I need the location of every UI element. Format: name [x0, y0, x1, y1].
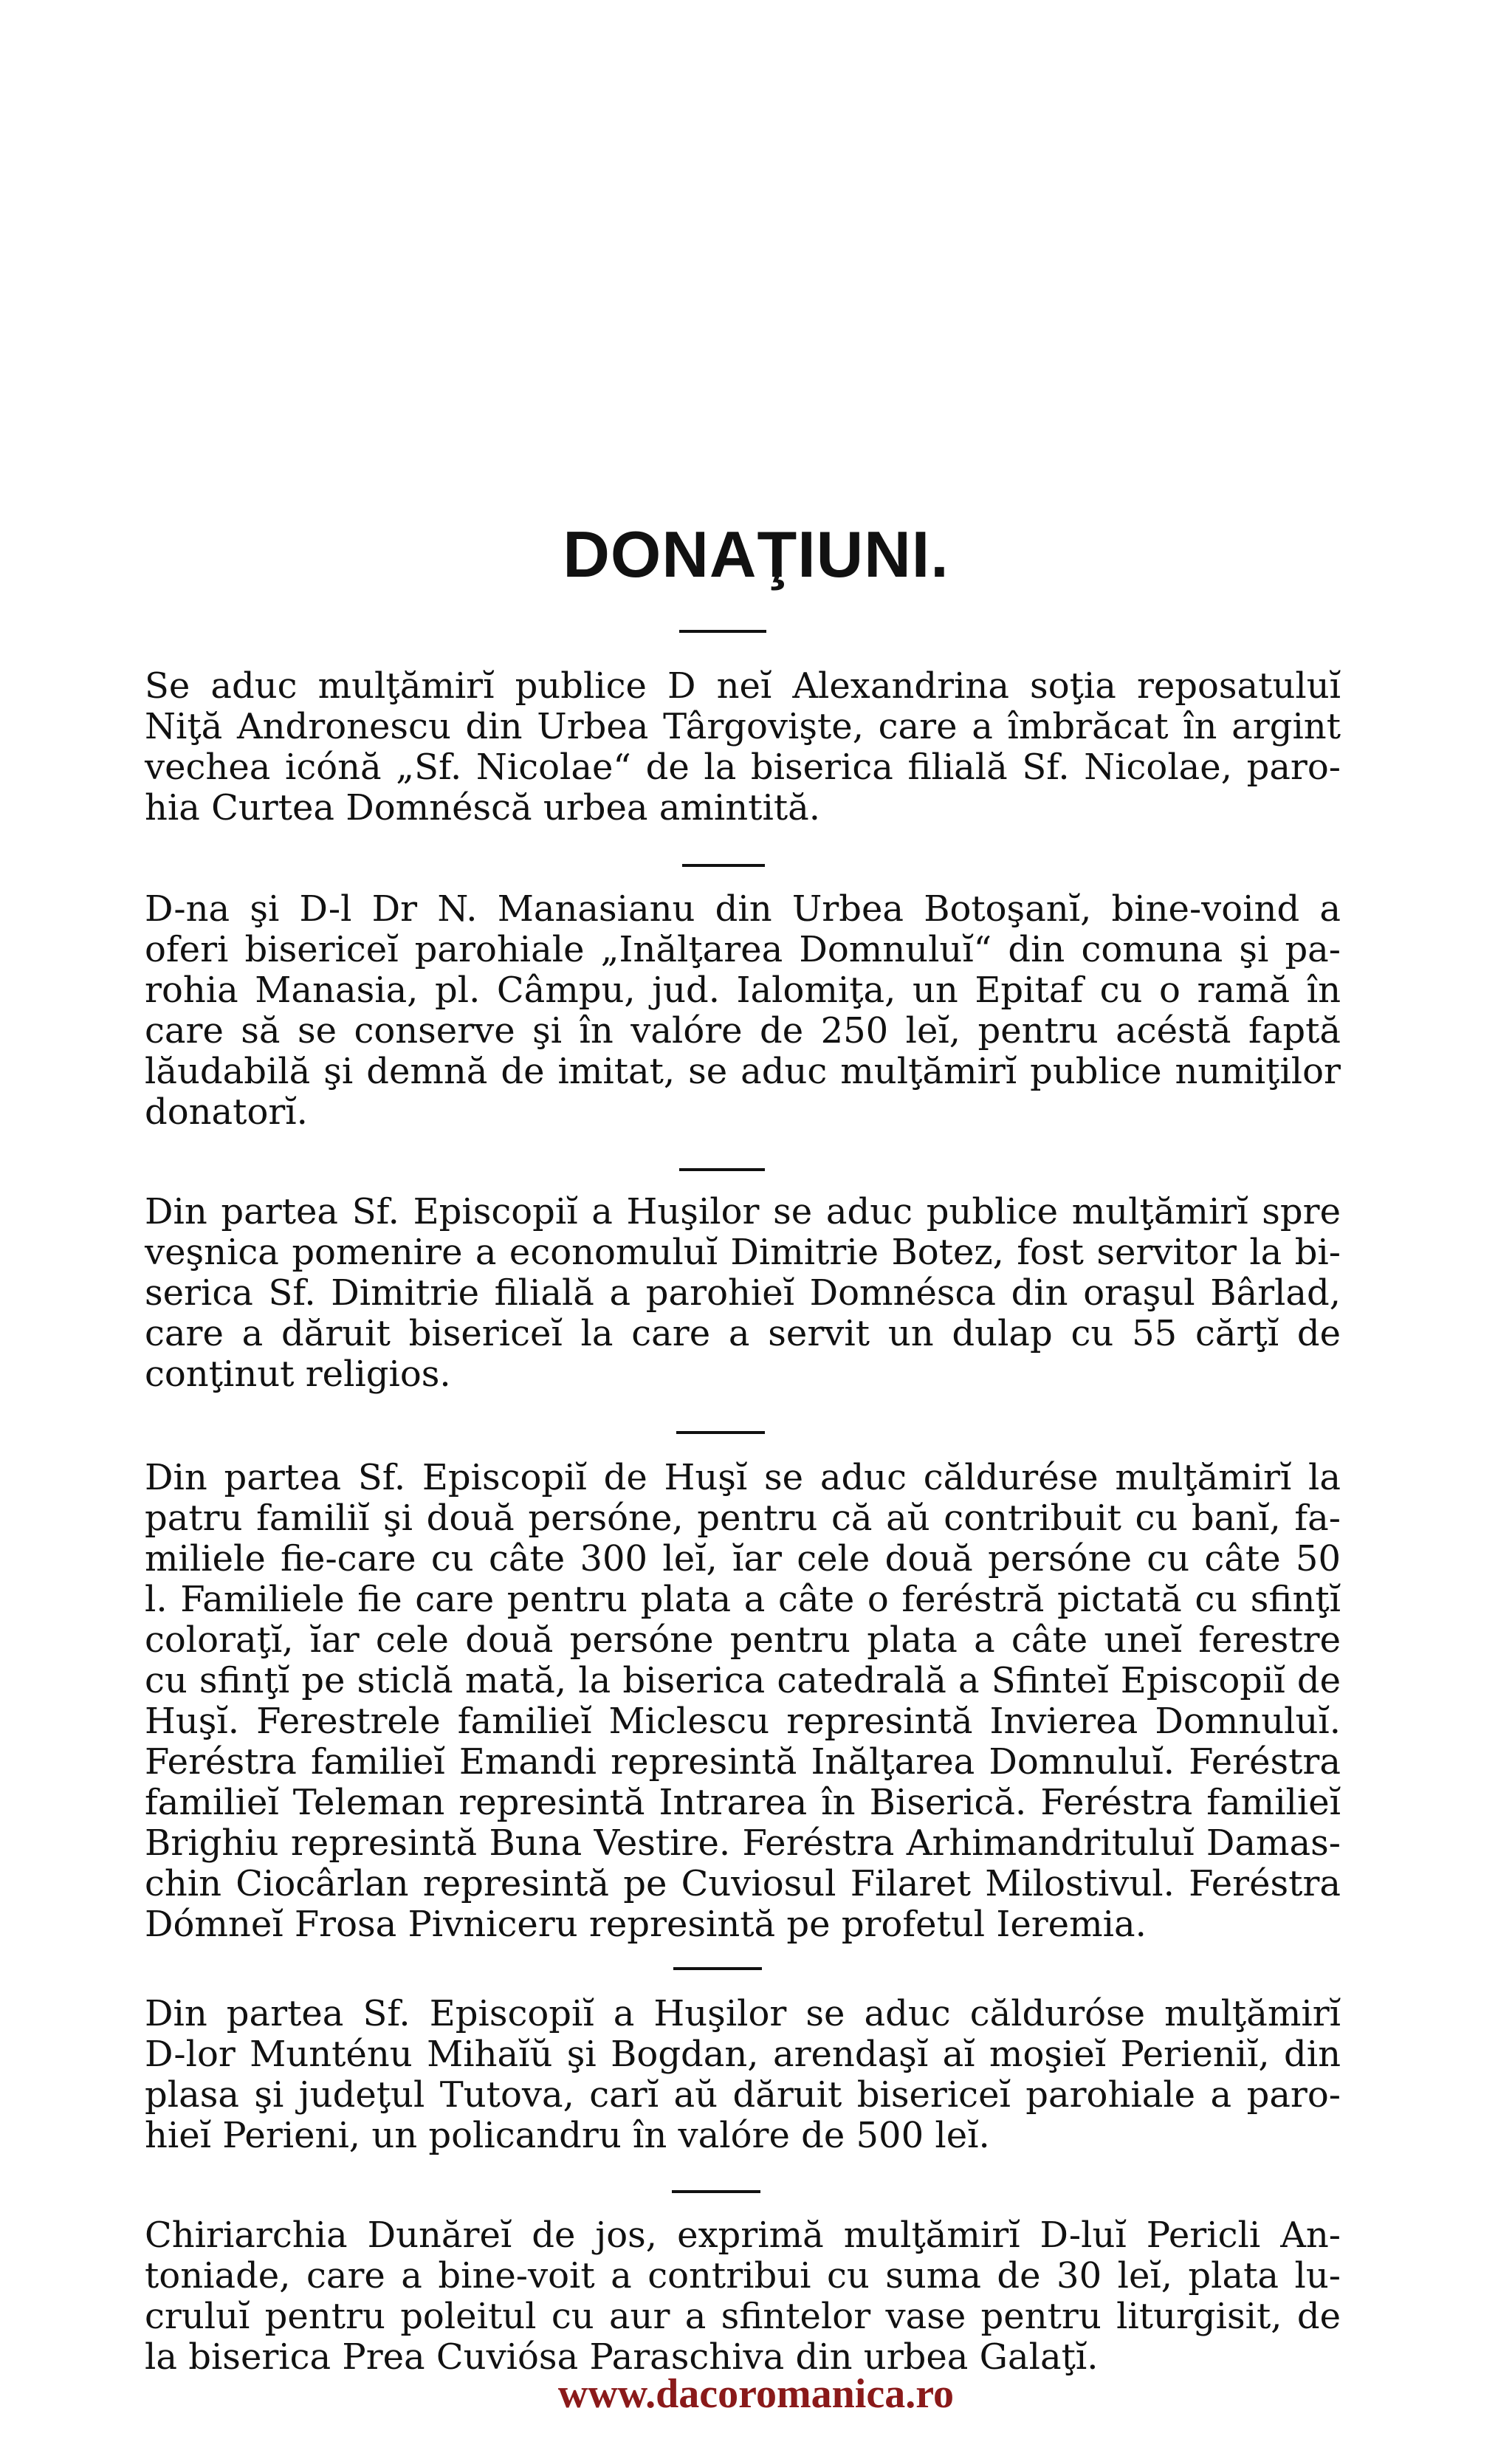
paragraph-line: D-lor Munténu Mihaĭŭ şi Bogdan, arendaşĭ aĭ moşieĭ Perieniĭ, din — [145, 2034, 1341, 2075]
paragraph-line: Din partea Sf. Episcopiĭ a Huşilor se aduc căldurόse mulţămirĭ — [145, 1993, 1341, 2034]
paragraph-1 — [145, 666, 1341, 829]
section-divider — [676, 1431, 765, 1434]
paragraph-line: coloraţĭ, ĭar cele două persóne pentru plata a câte uneĭ ferestre — [145, 1619, 1341, 1661]
paragraph-line: Feréstra familieĭ Emandi represintă Inălţarea Domnuluĭ. Feréstra — [145, 1741, 1341, 1783]
paragraph-6 — [145, 2215, 1341, 2378]
page-title: DONAŢIUNI. — [563, 518, 949, 591]
paragraph-line: hieĭ Perieni, un policandru în valóre de 500 leĭ. — [145, 2115, 990, 2156]
paragraph-line: plasa şi judeţul Tutova, carĭ aŭ dăruit bisericeĭ parohiale a paro- — [145, 2074, 1341, 2116]
paragraph-4 — [145, 1458, 1341, 1945]
paragraph-line: hia Curtea Domnéscă urbea amintită. — [145, 787, 820, 829]
paragraph-2 — [145, 889, 1341, 1133]
paragraph-line: Brighiu represintă Buna Vestire. Feréstra Arhimandrituluĭ Damas- — [145, 1822, 1341, 1864]
paragraph-line: l. Familiele fie care pentru plata a câte o feréstră pictată cu sfinţĭ — [145, 1579, 1341, 1620]
paragraph-line: rohia Manasia, pl. Câmpu, jud. Ialomiţa, un Epitaf cu o ramă în — [145, 970, 1341, 1011]
paragraph-line: la biserica Prea Cuviósa Paraschiva din urbea Galaţĭ. — [145, 2336, 1099, 2378]
paragraph-line: Se aduc mulţămirĭ publice D neĭ Alexandrina soţia reposatuluĭ — [145, 665, 1341, 707]
paragraph-5 — [145, 1994, 1341, 2156]
paragraph-line: D-na şi D-l Dr N. Manasianu din Urbea Botoşanĭ, bine-voind a — [145, 888, 1341, 930]
paragraph-line: veşnica pomenire a economuluĭ Dimitrie Botez, fost servitor la bi- — [145, 1232, 1341, 1273]
paragraph-line: conţinut religios. — [145, 1354, 451, 1395]
paragraph-line: oferi bisericeĭ parohiale „Inălţarea Domnuluĭ“ din comuna şi pa- — [145, 929, 1341, 970]
paragraph-line: patru familiĭ şi două persóne, pentru că aŭ contribuit cu banĭ, fa- — [145, 1498, 1341, 1539]
section-divider — [673, 1967, 762, 1970]
source-watermark: www.dacoromanica.ro — [557, 2371, 955, 2417]
paragraph-line: care să se conserve şi în valóre de 250 leĭ, pentru acéstă faptă — [145, 1010, 1341, 1052]
paragraph-line: vechea icónă „Sf. Nicolae“ de la biserica filială Sf. Nicolae, paro- — [145, 747, 1341, 788]
paragraph-line: Huşĭ. Ferestrele familieĭ Miclescu represintă Invierea Domnuluĭ. — [145, 1701, 1341, 1742]
paragraph-line: cu sfinţĭ pe sticlă mată, la biserica catedrală a Sfinteĭ Episcopiĭ de — [145, 1660, 1341, 1701]
section-divider — [672, 2190, 760, 2193]
paragraph-3 — [145, 1192, 1341, 1395]
paragraph-line: serica Sf. Dimitrie filială a parohieĭ Domnésca din oraşul Bârlad, — [145, 1272, 1341, 1314]
paragraph-line: Dómneĭ Frosa Pivniceru represintă pe profetul Ieremia. — [145, 1904, 1147, 1945]
paragraph-line: Niţă Andronescu din Urbea Târgovişte, care a îmbrăcat în argint — [145, 706, 1341, 747]
paragraph-line: cruluĭ pentru poleitul cu aur a sfintelor vase pentru liturgisit, de — [145, 2296, 1341, 2337]
section-divider — [682, 864, 765, 867]
paragraph-line: miliele fie-care cu câte 300 leĭ, ĭar cele două persóne cu câte 50 — [145, 1538, 1341, 1579]
paragraph-line: toniade, care a bine-voit a contribui cu suma de 30 leĭ, plata lu- — [145, 2255, 1341, 2296]
paragraph-line: donatorĭ. — [145, 1091, 308, 1133]
paragraph-line: Din partea Sf. Episcopiĭ de Huşĭ se aduc căldurése mulţămirĭ la — [145, 1457, 1341, 1498]
section-divider — [679, 1168, 765, 1171]
title-divider — [679, 630, 766, 633]
paragraph-line: chin Ciocârlan represintă pe Cuviosul Filaret Milostivul. Feréstra — [145, 1863, 1341, 1904]
paragraph-line: familieĭ Teleman represintă Intrarea în Biserică. Feréstra familieĭ — [145, 1782, 1341, 1823]
paragraph-line: care a dăruit bisericeĭ la care a servit un dulap cu 55 cărţĭ de — [145, 1313, 1341, 1354]
paragraph-line: Din partea Sf. Episcopiĭ a Huşilor se aduc publice mulţămirĭ spre — [145, 1191, 1341, 1232]
paragraph-line: Chiriarchia Dunăreĭ de jos, exprimă mulţămirĭ D-luĭ Pericli An- — [145, 2215, 1341, 2256]
paragraph-line: lăudabilă şi demnă de imitat, se aduc mulţămirĭ publice numiţilor — [145, 1051, 1341, 1092]
